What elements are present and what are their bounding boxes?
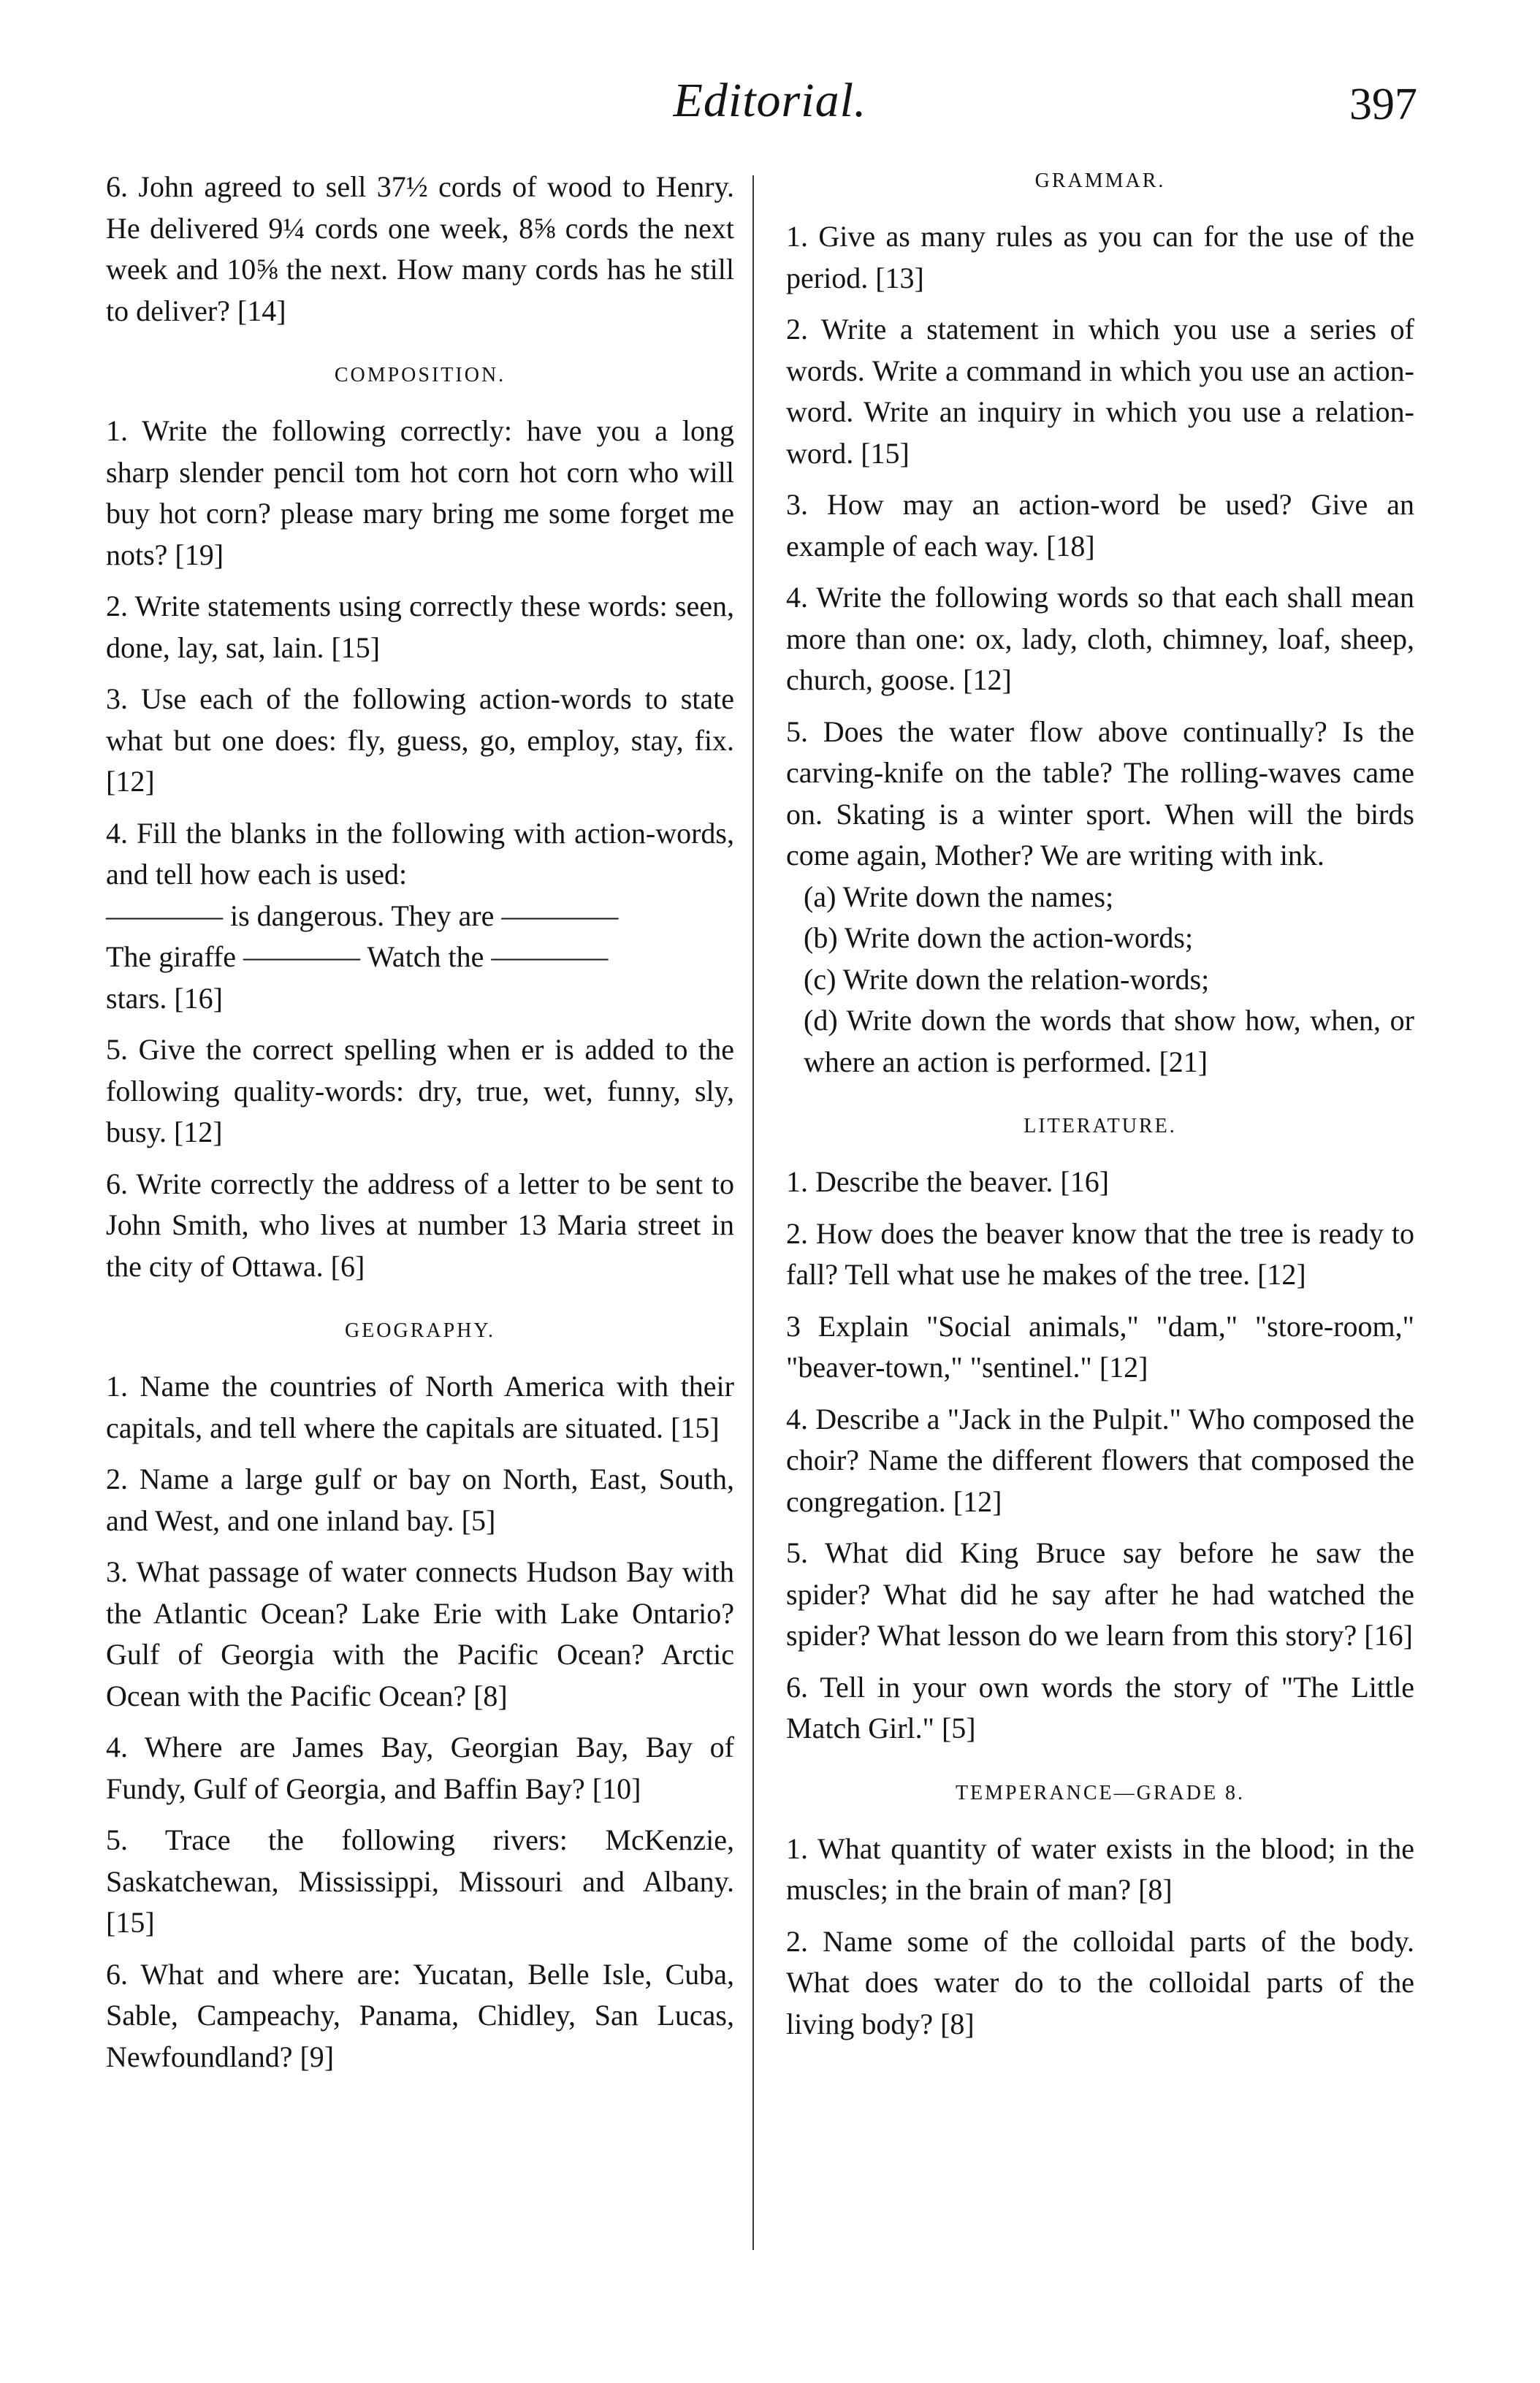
grammar-question-5a: (a) Write down the names; <box>804 880 1114 913</box>
literature-question-2: 2. How does the beaver know that the tree is ready to fall? Tell what use he makes of the tree. [12] <box>786 1216 1414 1291</box>
geography-question-2: 2. Name a large gulf or bay on North, East, South, and West, and one inland bay. [5] <box>106 1463 734 1537</box>
geography-question-5: 5. Trace the following rivers: McKenzie, Saskatchewan, Mississippi, Missouri and Albany. [15] <box>106 1823 734 1939</box>
running-title: Editorial. <box>673 74 867 127</box>
geography-heading: GEOGRAPHY. <box>344 1319 496 1342</box>
composition-question-3: 3. Use each of the following action-words to state what but one does: fly, guess, go, employ, stay, fix. [12] <box>106 682 734 798</box>
literature-question-6: 6. Tell in your own words the story of "The Little Match Girl." [5] <box>786 1670 1414 1745</box>
composition-question-4-intro: 4. Fill the blanks in the following with action-words, and tell how each is used: <box>106 816 734 891</box>
left-column <box>106 167 734 2088</box>
composition-heading: COMPOSITION. <box>334 364 506 386</box>
composition-question-4-blank-line-3: stars. [16] <box>106 981 223 1015</box>
literature-question-1: 1. Describe the beaver. [16] <box>786 1165 1110 1198</box>
geography-question-4: 4. Where are James Bay, Georgian Bay, Bay of Fundy, Gulf of Georgia, and Baffin Bay? [10] <box>106 1731 734 1805</box>
temperance-heading: TEMPERANCE—GRADE 8. <box>955 1781 1246 1804</box>
temperance-question-2: 2. Name some of the colloidal parts of the body. What does water do to the colloidal parts of the living body? [8] <box>786 1924 1414 2040</box>
composition-question-5: 5. Give the correct spelling when er is added to the following quality-words: dry, true, wet, funny, sly, busy. [12] <box>106 1033 734 1148</box>
grammar-heading: GRAMMAR. <box>1034 169 1166 192</box>
arithmetic-question-6: 6. John agreed to sell 37½ cords of wood to Henry. He delivered 9¼ cords one week, 8⅝ cords the next week and 10⅝ the next. How many cords has he still to deliver? [14] <box>106 170 734 327</box>
geography-question-6: 6. What and where are: Yucatan, Belle Isle, Cuba, Sable, Campeachy, Panama, Chidley, San Lucas, Newfoundland? [9] <box>106 1957 734 2073</box>
grammar-question-1: 1. Give as many rules as you can for the use of the period. [13] <box>786 220 1414 294</box>
column-divider <box>752 175 754 2250</box>
right-column <box>786 167 1414 2055</box>
grammar-question-5-text: 5. Does the water flow above continually? Is the carving-knife on the table? The rolling-waves came on. Skating is a winter sport. When will the birds come again, Mother? We are writing with ink. <box>786 714 1414 872</box>
literature-question-5: 5. What did King Bruce say before he saw the spider? What did he say after he had watched the spider? What lesson do we learn from this story? [16] <box>786 1536 1414 1652</box>
page-number: 397 <box>1349 80 1417 129</box>
literature-question-3: 3 Explain "Social animals," "dam," "store-room," "beaver-town," "sentinel." [12] <box>786 1309 1414 1384</box>
composition-question-4-blank-line-1: ———— is dangerous. They are ———— <box>106 899 619 932</box>
literature-question-4: 4. Describe a "Jack in the Pulpit." Who composed the choir? Name the different flowers that composed the congregation. [12] <box>786 1402 1414 1518</box>
temperance-question-1: 1. What quantity of water exists in the blood; in the muscles; in the brain of man? [8] <box>786 1831 1414 1906</box>
grammar-question-4: 4. Write the following words so that each shall mean more than one: ox, lady, cloth, chimney, loaf, sheep, church, goose. [12] <box>786 581 1414 696</box>
composition-question-4 <box>106 813 734 1020</box>
literature-heading: LITERATURE. <box>1024 1115 1177 1137</box>
composition-question-4-blank-line-2: The giraffe ———— Watch the ———— <box>106 940 609 973</box>
grammar-question-5c: (c) Write down the relation-words; <box>804 962 1210 996</box>
grammar-question-5d: (d) Write down the words that show how, when, or where an action is performed. [21] <box>804 1004 1414 1078</box>
composition-question-6: 6. Write correctly the address of a letter to be sent to John Smith, who lives at number 13 Maria street in the city of Ottawa. [6] <box>106 1167 734 1283</box>
geography-question-3: 3. What passage of water connects Hudson Bay with the Atlantic Ocean? Lake Erie with Lake Ontario? Gulf of Georgia with the Pacific Ocean? Arctic Ocean with the Pacific Ocean? [8] <box>106 1555 734 1712</box>
grammar-question-2: 2. Write a statement in which you use a series of words. Write a command in which you use an action-word. Write an inquiry in which you use a relation-word. [15] <box>786 313 1414 470</box>
composition-question-1: 1. Write the following correctly: have you a long sharp slender pencil tom hot corn hot corn who will buy hot corn? please mary bring me some forget me nots? [19] <box>106 414 734 571</box>
grammar-question-3: 3. How may an action-word be used? Give an example of each way. [18] <box>786 488 1414 563</box>
composition-question-2: 2. Write statements using correctly these words: seen, done, lay, sat, lain. [15] <box>106 590 734 664</box>
grammar-question-5 <box>786 712 1414 1083</box>
grammar-question-5b: (b) Write down the action-words; <box>804 921 1194 954</box>
page-header <box>0 0 1540 161</box>
geography-question-1: 1. Name the countries of North America with their capitals, and tell where the capitals are situated. [15] <box>106 1370 734 1444</box>
